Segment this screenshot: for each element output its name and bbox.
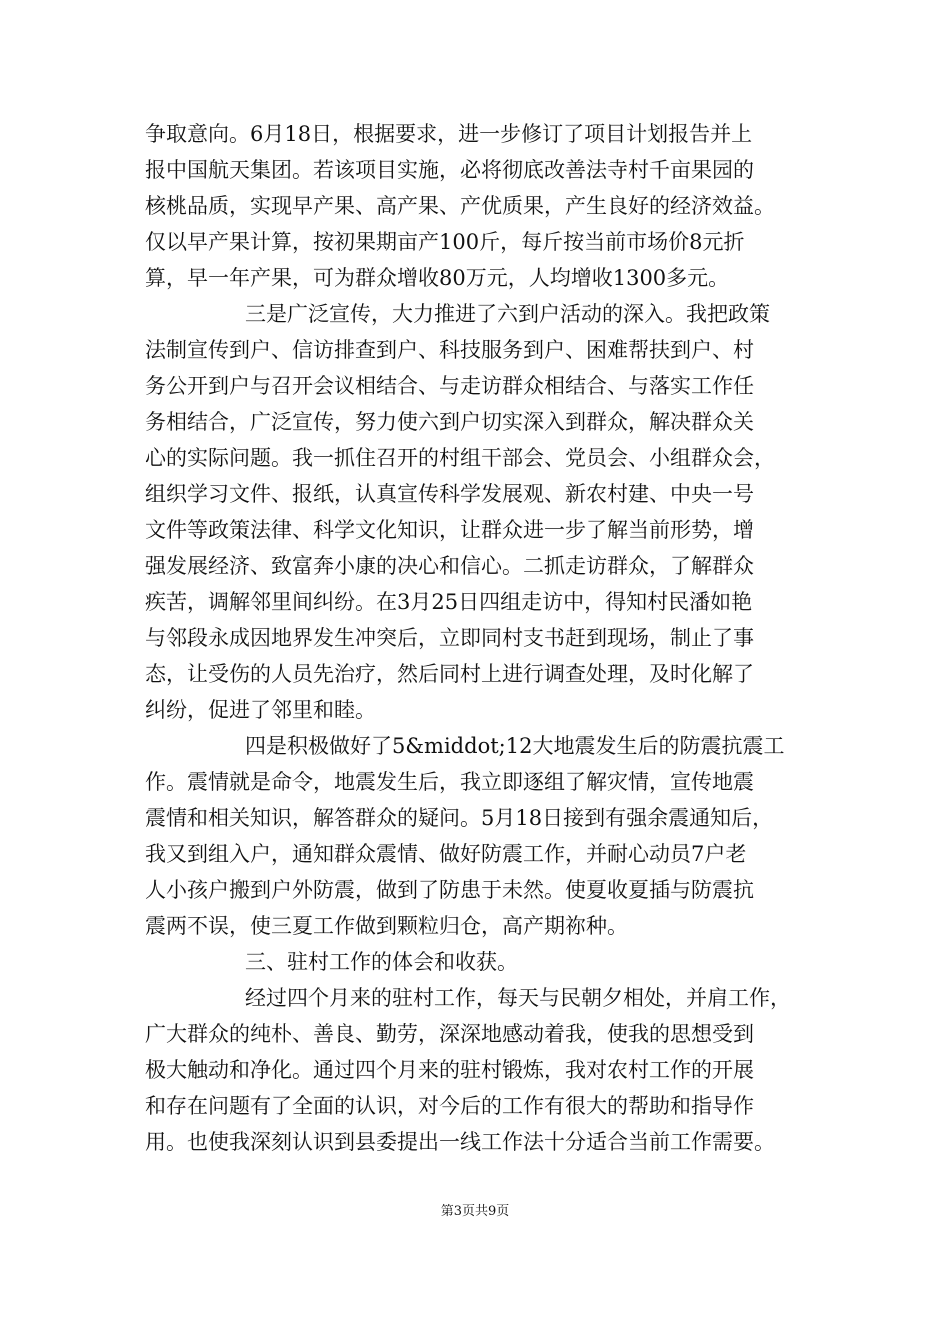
text-line: 报中国航天集团。若该项目实施，必将彻底改善法寺村千亩果园的 — [145, 158, 754, 182]
text-line: 和存在问题有了全面的认识，对今后的工作有很大的帮助和指导作 — [145, 1094, 754, 1118]
text-line: 震情和相关知识，解答群众的疑问。5月18日接到有强余震通知后， — [145, 806, 774, 830]
text-line: 仅以早产果计算，按初果期亩产100斤，每斤按当前市场价8元折 — [145, 230, 745, 254]
text-line: 态，让受伤的人员先治疗，然后同村上进行调查处理，及时化解了 — [145, 662, 754, 686]
text-line: 与邻段永成因地界发生冲突后，立即同村支书赶到现场，制止了事 — [145, 626, 754, 650]
text-line: 震两不误，使三夏工作做到颗粒归仓，高产期祢种。 — [145, 914, 628, 938]
text-line: 纠纷，促进了邻里和睦。 — [145, 698, 376, 722]
paragraph-first-line: 经过四个月来的驻村工作，每天与民朝夕相处，并肩工作， — [245, 986, 791, 1010]
text-line: 务相结合，广泛宣传，努力使六到户切实深入到群众，解决群众关 — [145, 410, 754, 434]
text-line: 算，早一年产果，可为群众增收80万元，人均增收1300多元。 — [145, 266, 730, 290]
text-line: 疾苦，调解邻里间纠纷。在3月25日四组走访中，得知村民潘如艳 — [145, 590, 753, 614]
text-line: 心的实际问题。我一抓住召开的村组干部会、党员会、小组群众会， — [145, 446, 775, 470]
body-text — [145, 116, 835, 1160]
text-line: 我又到组入户，通知群众震情、做好防震工作，并耐心动员7户老 — [145, 842, 747, 866]
page-number-footer: 第3页共9页 — [440, 1204, 510, 1219]
section-heading: 三、驻村工作的体会和收获。 — [245, 950, 518, 974]
text-line: 务公开到户与召开会议相结合、与走访群众相结合、与落实工作任 — [145, 374, 754, 398]
text-line: 文件等政策法律、科学文化知识，让群众进一步了解当前形势，增 — [145, 518, 754, 542]
text-line: 组织学习文件、报纸，认真宣传科学发展观、新农村建、中央一号 — [145, 482, 754, 506]
text-line: 争取意向。6月18日，根据要求，进一步修订了项目计划报告并上 — [145, 122, 753, 146]
paragraph-first-line: 四是积极做好了5&middot;12大地震发生后的防震抗震工 — [245, 734, 785, 758]
text-line: 用。也使我深刻认识到县委提出一线工作法十分适合当前工作需要。 — [145, 1130, 775, 1154]
text-line: 广大群众的纯朴、善良、勤劳，深深地感动着我，使我的思想受到 — [145, 1022, 754, 1046]
text-line: 人小孩户搬到户外防震，做到了防患于未然。使夏收夏插与防震抗 — [145, 878, 754, 902]
text-line: 强发展经济、致富奔小康的决心和信心。二抓走访群众，了解群众 — [145, 554, 754, 578]
paragraph-first-line: 三是广泛宣传，大力推进了六到户活动的深入。我把政策 — [245, 302, 770, 326]
text-line: 作。震情就是命令，地震发生后，我立即逐组了解灾情，宣传地震 — [145, 770, 754, 794]
text-line: 极大触动和净化。通过四个月来的驻村锻炼，我对农村工作的开展 — [145, 1058, 754, 1082]
text-line: 法制宣传到户、信访排查到户、科技服务到户、困难帮扶到户、村 — [145, 338, 754, 362]
text-line: 核桃品质，实现早产果、高产果、产优质果，产生良好的经济效益。 — [145, 194, 775, 218]
